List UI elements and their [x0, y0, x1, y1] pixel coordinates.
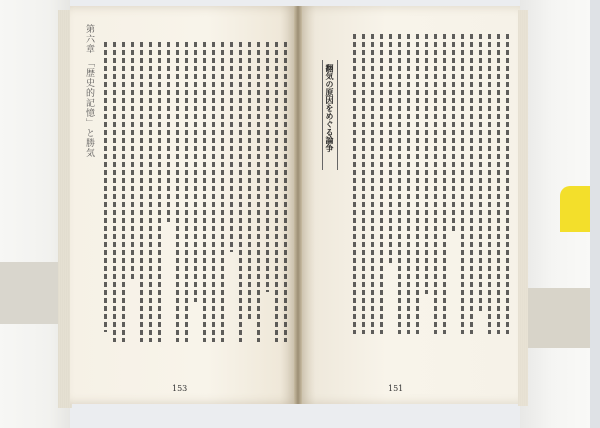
- text-column: [194, 42, 197, 302]
- text-column: [275, 42, 278, 342]
- text-column: [104, 42, 107, 332]
- right-page-number: 151: [388, 384, 404, 393]
- text-column: [497, 34, 500, 334]
- text-column: [257, 42, 260, 342]
- text-column: [398, 34, 401, 334]
- text-column: [506, 34, 509, 334]
- text-column: [239, 42, 242, 342]
- text-column: [452, 34, 455, 234]
- text-column: [362, 34, 365, 334]
- text-column: [131, 42, 134, 282]
- running-head: 第六章 「歴史的記憶」と勝気: [84, 24, 94, 158]
- text-column: [443, 34, 446, 334]
- text-column: [113, 42, 116, 342]
- text-column: [230, 42, 233, 252]
- text-column: [380, 34, 383, 334]
- text-column: [212, 42, 215, 342]
- text-column: [407, 34, 410, 334]
- text-column: [140, 42, 143, 342]
- text-column: [149, 42, 152, 342]
- text-column: [122, 42, 125, 342]
- text-column: [203, 42, 206, 342]
- text-column: [221, 42, 224, 342]
- section-heading: 翻気の原因をめぐる論争: [325, 64, 335, 152]
- text-column: [248, 42, 251, 322]
- text-column: [284, 42, 287, 342]
- text-column: [353, 34, 356, 334]
- left-page-number: 153: [172, 384, 188, 393]
- text-column: [176, 42, 179, 342]
- text-column: [425, 34, 428, 294]
- text-column: [470, 34, 473, 334]
- page-edges-right: [518, 10, 528, 406]
- jacket-edge: [590, 0, 600, 428]
- text-column: [185, 42, 188, 342]
- text-column: [389, 34, 392, 264]
- book-gutter: [294, 6, 302, 404]
- text-column: [371, 34, 374, 334]
- text-column: [167, 42, 170, 222]
- text-column: [266, 42, 269, 292]
- text-column: [479, 34, 482, 314]
- text-column: [461, 34, 464, 334]
- text-column: [434, 34, 437, 334]
- text-column: [416, 34, 419, 334]
- text-column: [488, 34, 491, 334]
- text-column: [158, 42, 161, 342]
